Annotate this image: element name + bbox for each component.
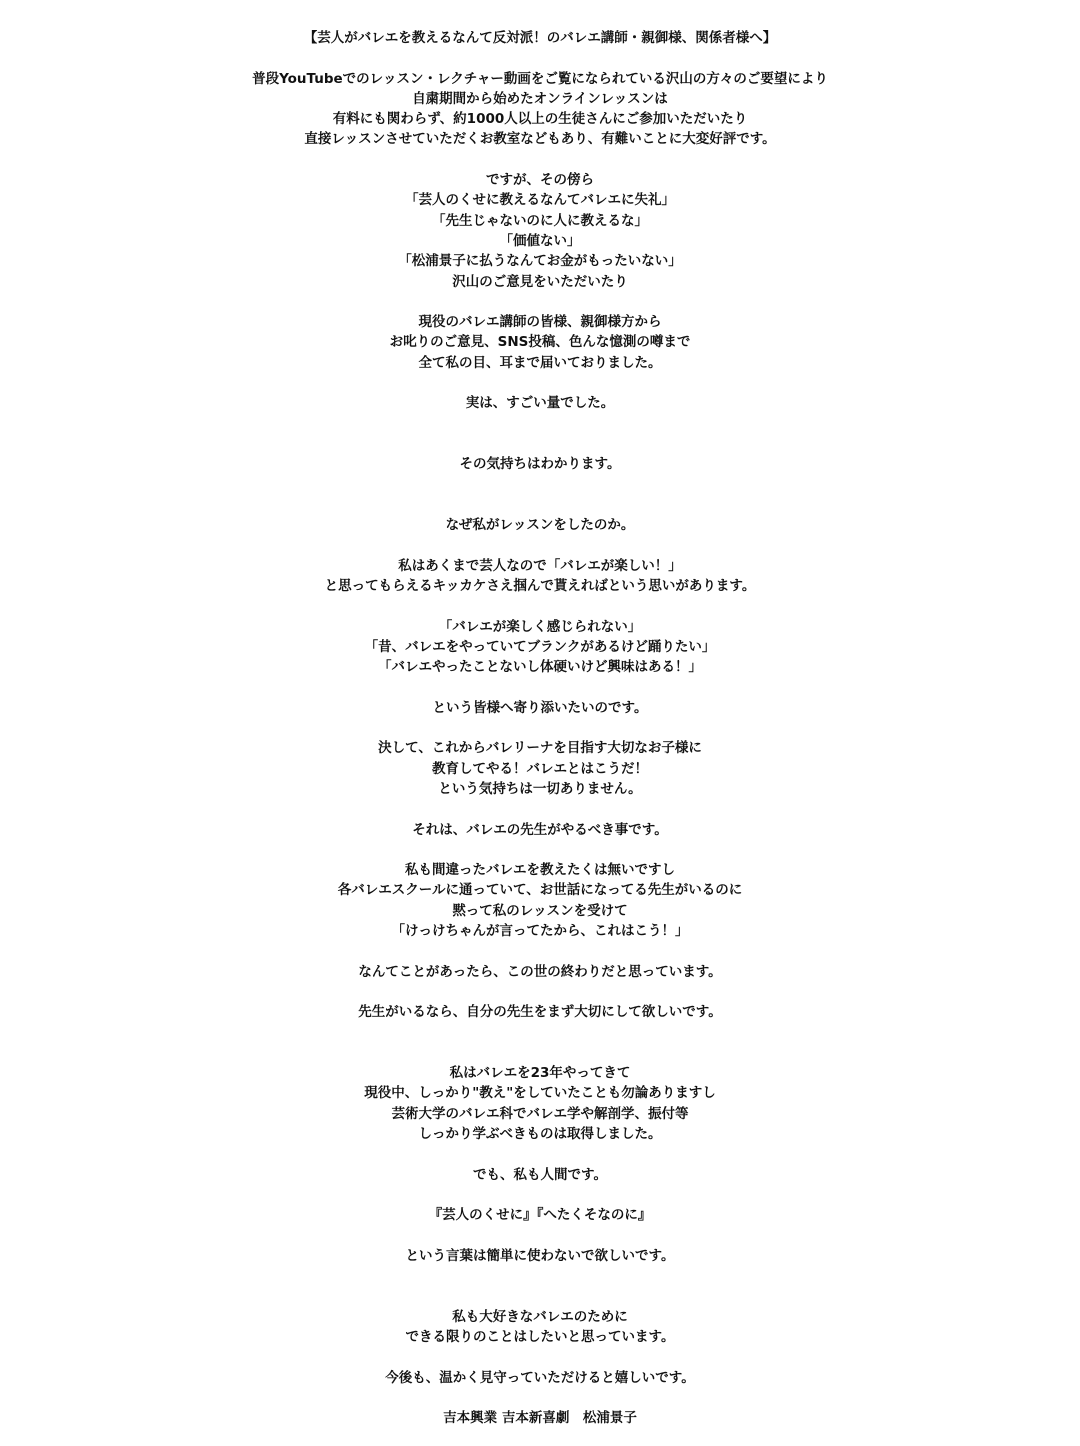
text-line: なんてことがあったら、この世の終わりだと思っています。 [358,963,722,980]
text-line: 今後も、温かく見守っていただけると嬉しいです。 [385,1369,695,1386]
paragraph-online-lessons [0,69,1080,150]
text-line: 「松浦景子に払うなんてお金がもったいない」 [398,253,682,270]
text-line: 私はあくまで芸人なので「バレエが楽しい！」 [398,557,682,574]
statement-title: 【芸人がバレエを教えるなんて反対派！のバレエ講師・親御様、関係者様へ】 [303,30,777,46]
text-line: 現役のバレエ講師の皆様、親御様方から [418,314,662,331]
text-line: 黙って私のレッスンを受けて [452,902,628,919]
text-line: 「価値ない」 [499,232,581,249]
text-line: 現役中、しっかり"教え"をしていたことも勿論ありますし [364,1085,716,1102]
text-line: 全て私の目、耳まで届いておりました。 [418,354,662,371]
text-line: できる限りのことはしたいと思っています。 [405,1329,675,1345]
text-line: でも、私も人間です。 [473,1166,607,1183]
text-line: 「バレエやったことないし体硬いけど興味はある！」 [378,659,702,676]
text-line: 決して、これからバレリーナを目指す大切なお子様に [378,740,702,757]
text-line: 直接レッスンさせていただくお教室などもあり、有難いことに大変好評です。 [304,131,776,148]
paragraph-teachers [0,860,1080,941]
text-line: 沢山のご意見をいただいたり [452,273,628,290]
text-line: 『芸人のくせに』『へたくそなのに』 [428,1207,652,1224]
text-line: 有料にも関わらず、約1000人以上の生徒さんにご参加いただいたり [332,111,748,128]
paragraph-quotes [0,617,1080,678]
paragraph-closing [0,1307,1080,1348]
text-line: その気持ちはわかります。 [459,456,621,473]
text-line: なぜ私がレッスンをしたのか。 [445,517,635,534]
paragraph-criticism [0,170,1080,292]
text-line: 普段YouTubeでのレッスン・レクチャー動画をご覧になられている沢山の方々のご要望により [252,70,828,87]
text-line: 先生がいるなら、自分の先生をまず大切にして欲しいです。 [358,1004,722,1021]
text-line: 「先生じゃないのに人に教えるな」 [432,212,648,229]
text-line: 私はバレエを23年やってきて [449,1065,631,1082]
text-line: 各バレエスクールに通っていて、お世話になってる先生がいるのに [337,882,743,899]
text-line: 「昔、バレエをやっていてブランクがあるけど踊りたい」 [364,638,716,655]
text-line: しっかり学ぶべきものは取得しました。 [418,1126,662,1143]
text-line: お叱りのご意見、SNS投稿、色んな憶測の噂まで [389,334,691,351]
text-line: 実は、すごい量でした。 [465,395,615,412]
text-line: ですが、その傍ら [486,172,594,189]
text-line: 芸術大学のバレエ科でバレエ学や解剖学、振付等 [391,1105,689,1122]
text-line: 「芸人のくせに教えるなんてバレエに失礼」 [405,192,675,209]
text-line: と思ってもらえるキッカケさえ掴んで貰えればという思いがあります。 [324,578,756,595]
paragraph-comedian [0,556,1080,597]
paragraph-career [0,1063,1080,1144]
text-line: という気持ちは一切ありません。 [438,780,642,797]
paragraph-opinions [0,312,1080,373]
paragraph-intent [0,738,1080,799]
text-line: 自粛期間から始めたオンラインレッスンは [412,90,668,107]
text-line: 教育してやる！バレエとはこうだ！ [432,760,648,777]
text-line: 「けっけちゃんが言ってたから、これはこう！」 [391,923,689,940]
text-line: という皆様へ寄り添いたいのです。 [432,699,648,716]
text-line: という言葉は簡単に使わないで欲しいです。 [405,1247,675,1264]
text-line: それは、バレエの先生がやるべき事です。 [412,821,668,838]
text-line: 「バレエが楽しく感じられない」 [438,618,642,635]
text-line: 私も大好きなバレエのために [452,1308,628,1325]
text-line: 私も間違ったバレエを教えたくは無いですし [405,862,675,879]
signature: 吉本興業 吉本新喜劇 松浦景子 [443,1410,637,1427]
